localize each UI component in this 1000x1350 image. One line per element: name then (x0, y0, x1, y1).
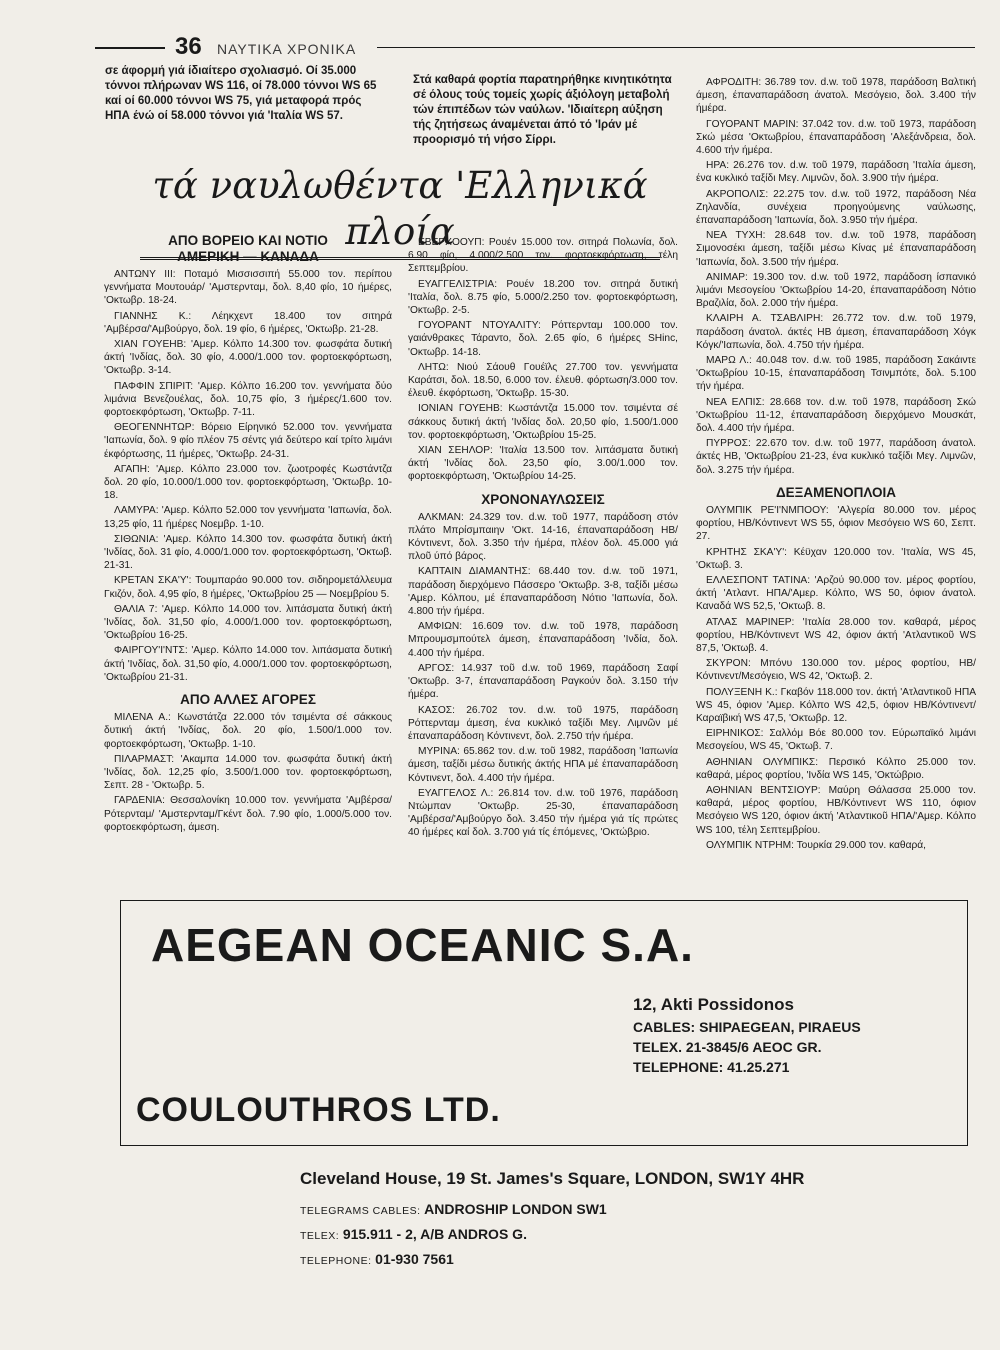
charter-entry: ΑΘΗΝΙΑΝ ΒΕΝΤΣΙΟΥΡ: Μαύρη Θάλασσα 25.000 τον. καθαρά, μέρος φορτίου, ΗΒ/Κόντινεντ WS 110, όφιον Μεσόγειο WS 120, όφιον άκτή 'Ατλαντικοῦ ΗΠΑ/'Αμερ. Κόλπο WS 100, τέλη Σεπτεμβρίου. (696, 784, 976, 836)
charter-entry: ΕΛΛΕΣΠΟΝΤ ΤΑΤΙΝΑ: 'Αρζού 90.000 τον. μέρος φορτίου, άκτή 'Ατλαντ. ΗΠΑ/'Αμερ. Κόλπο, WS 50, όφιον άνατολ. Καναδά WS 52,5, 'Οκτωβ. 8. (696, 574, 976, 613)
charter-entry: ΣΙΘΩΝΙΑ: 'Αμερ. Κόλπο 14.300 τον. φωσφάτα δυτική άκτή 'Ινδίας, δολ. 31 φίο, 4.000/1.000 τον. φορτοεκφόρτωση, 'Οκτωβ. 21-31. (104, 533, 392, 572)
heading-line: ΑΠΟ ΒΟΡΕΙΟ ΚΑΙ ΝΟΤΙΟ (168, 233, 328, 248)
charter-entry: ΠΙΛΑΡΜΑΣΤ: 'Ακαμπα 14.000 τον. φωσφάτα δυτική άκτή 'Ινδίας, δολ. 12,25 φίο, 3.500/1.000 τον. φορτοεκφόρτωση, Σεπτ. 28 - 'Οκτωβρ. 5. (104, 753, 392, 792)
charter-entry: ΑΡΓΟΣ: 14.937 τοῦ d.w. τοῦ 1969, παράδοση Σαφί 'Οκτωβρ. 3-7, έπαναπαράδοση Ραγκούν δολ. 3.150 τήν ήμέρα. (408, 662, 678, 701)
charter-entry: ΜΙΛΕΝΑ Α.: Κωνστάτζα 22.000 τόν τσιμέντα σέ σάκκους δυτική άκτή 'Ινδίας, δολ. 20 φίο, 1.500/1.000 τον. φορτοεκφόρτωση, 'Οκτωβρ. 1-10. (104, 712, 392, 750)
charter-entry: ΟΛΥΜΠΙΚ ΝΤΡΗΜ: Τουρκία 29.000 τον. καθαρά, (706, 839, 927, 851)
telephone-label: TELEPHONE: (300, 1255, 372, 1267)
ad-address: 12, Akti Possidonos (633, 995, 794, 1014)
charter-entry: ΚΑΣΟΣ: 26.702 τον. d.w. τοῦ 1975, παράδοση Ρόττερνταμ άμεση, ένα κυκλικό ταξίδι Μεγ. Λιμνῶν μέ έπαναπαράδοση Κόντινεντ, δολ. 2.750 τήν ήμέρα. (408, 704, 678, 742)
charter-entry: ΟΛΥΜΠΙΚ ΡΕ'Ι'ΝΜΠΟΟΥ: 'Αλγερία 80.000 τον. μέρος φορτίου, ΗΒ/Κόντινεντ WS 55, όφιον Μεσόγειο WS 60, Σεπτ. 27. (696, 504, 976, 543)
page-header (95, 34, 975, 60)
charter-entry: ΑΝΤΩΝΥ ΙΙΙ: Ποταμό Μισσισσιπή 55.000 τον. περίπου γεννήματα Μουτουάρ/ 'Αμστερνταμ, δολ. 8,40 φίο, 10 ήμέρες, 'Οκτωβρ. 18-24. (104, 269, 392, 307)
charter-entry: ΕΙΡΗΝΙΚΟΣ: Σαλλόμ Βόε 80.000 τον. Εύρωπαϊκό λιμάνι Μεσογείου, WS 45, 'Οκτωβ. 7. (696, 728, 976, 753)
charter-entry: ΝΕΑ ΕΛΠΙΣ: 28.668 τον. d.w. τοῦ 1978, παράδοση Σκώ 'Οκτωβρίου 11-12, έπαναπαράδοση διερχόμενο Μουσκάτ, δολ. 4.400 τήν ήμέρα. (696, 396, 976, 435)
charter-entry: ΧΙΑΝ ΣΕΗΛΟΡ: 'Ιταλία 13.500 τον. λιπάσματα δυτική άκτή 'Ινδίας δολ. 23,50 φίο, 3.00/1.000 τον. φορτοεκφόρτωση, 'Οκτωβρίου 14-25. (408, 445, 678, 483)
charter-entry: ΠΟΛΥΞΕΝΗ Κ.: Γκαβόν 118.000 τον. άκτή 'Ατλαντικοῦ ΗΠΑ WS 45, όφιον 'Αμερ. Κόλπο WS 42,5, όφιον ΗΒ/Κόντινεντ/Καραϊβική WS 47,5, 'Οκτωβρ. 12. (696, 686, 976, 724)
telegrams-value: ANDROSHIP LONDON SW1 (424, 1201, 607, 1217)
charter-entry: ΓΙΑΝΝΗΣ Κ.: Λέηκχεντ 18.400 τον σιτηρά 'Αμβέρσα/'Αμβούργο, δολ. 19 φίο, 6 ήμέρες, 'Οκτωβρ. 21-28. (104, 310, 392, 335)
ad-contact-block (633, 993, 861, 1077)
charter-entry: ΝΕΑ ΤΥΧΗ: 28.648 τον. d.w. τοῦ 1978, παράδοση Σιμονοσέκι άμεση, ταξίδι μέσω Κίνας μέ έπαναπαράδοση 'Ιαπωνία, δολ. 3.500 τήν ήμέρα. (696, 230, 976, 268)
charter-entry: ΓΑΡΔΕΝΙΑ: Θεσσαλονίκη 10.000 τον. γεννήματα 'Αμβέρσα/Ρότερνταμ/ 'Αμστερνταμ/Γκέντ δολ. 7.90 φίο, 1.000/5.000 τον. φορτοεκφόρτωση, άμεση. (104, 795, 392, 833)
charter-entry: ΙΟΝΙΑΝ ΓΟΥΕΗΒ: Κωστάντζα 15.000 τον. τσιμέντα σέ σάκκους δυτική άκτή 'Ινδίας δολ. 20,50 φίο, 1.500/1.000 τον. φορτοεκφόρτωση, 'Οκτωβρίου 15-25. (408, 403, 678, 441)
ad-telephone: TELEPHONE: 41.25.271 (633, 1059, 790, 1075)
left-column (104, 233, 392, 836)
middle-column (408, 236, 678, 842)
ad-telegrams-line (300, 1198, 607, 1223)
ad-telex: TELEX. 21-3845/6 AEOC GR. (633, 1039, 822, 1055)
section-heading-americas (104, 233, 392, 265)
charter-entry: ΧΙΑΝ ΓΟΥΕΗΒ: 'Αμερ. Κόλπο 14.300 τον. φωσφάτα δυτική άκτή 'Ινδίας, δολ. 30 φίο, 4.000/1.000 τον. φορτοεκφόρτωση, 'Οκτωβρ. 3-14. (104, 339, 392, 377)
charter-entry: ΦΑΙΡΓΟΥ'Ι'ΝΤΣ: 'Αμερ. Κόλπο 14.000 τον. λιπάσματα δυτική άκτή 'Ινδίας, δολ. 31,50 φίο, 4.000/1.000 τον. φορτοεκφόρτωση, 'Οκτωβρίου 21-31. (104, 645, 392, 683)
header-rule-right (377, 47, 975, 48)
charter-entry: ΑΝΙΜΑΡ: 19.300 τον. d.w. τοῦ 1972, παράδοση ίσπανικό λιμάνι Μεσογείου 'Οκτωβρίου 14-20, έπαναπαράδοση Νότιο Βραζιλία, δολ. 2.000 τήν ήμέρα. (696, 271, 976, 310)
ad-coulouthros-address: Cleveland House, 19 St. James's Square, LONDON, SW1Y 4HR (300, 1169, 805, 1188)
charter-entry: ΓΟΥΟΡΑΝΤ ΜΑΡΙΝ: 37.042 τον. d.w. τοῦ 1973, παράδοση Σκώ μέσα 'Οκτωβρίου, έπαναπαράδοση 'Αλεξάνδρεια, δολ. 4.600 τήν ήμέρα. (696, 118, 976, 157)
ad-cables: CABLES: SHIPAEGEAN, PIRAEUS (633, 1019, 861, 1035)
charter-entry: ΑΓΑΠΗ: 'Αμερ. Κόλπο 23.000 τον. ζωοτροφές Κωστάντζα δολ. 20 φίο, 10.000/1.000 τον. φορτοεκφόρτωση, 'Οκτωβρ. 10-18. (104, 463, 392, 502)
publication-title: ΝΑΥΤΙΚΑ ΧΡΟΝΙΚΑ (217, 41, 357, 57)
ad-coulouthros-contacts (300, 1198, 607, 1273)
charter-entry: ΛΑΜΥΡΑ: 'Αμερ. Κόλπο 52.000 τον γεννήματα 'Ιαπωνία, δολ. 13,25 φίο, 11 ήμέρες Νοεμβρ. 1-10. (104, 505, 392, 530)
right-column (696, 76, 976, 854)
charter-entry: ΣΚΥΡΟΝ: Μπόνυ 130.000 τον. μέρος φορτίου, ΗΒ/Κόντινεντ/Μεσόγειο, WS 42, 'Οκτωβ. 2. (696, 658, 976, 683)
telex-label: TELEX: (300, 1230, 340, 1242)
intro-middle-paragraph: Στά καθαρά φορτία παρατηρήθηκε κινητικότητα σέ όλους τούς τομείς χωρίς άξιόλογη μεταβολή τών έπιπέδων τών ναύλων. 'Ιδιαίτερη αύξηση τής ζητήσεως άναμένεται άπό τό 'Ιράν μέ προορισμό τή νήσο Σίρρι. (413, 74, 672, 146)
ad-telex-line (300, 1223, 607, 1248)
charter-entry: ΑΜΦΙΩΝ: 16.609 τον. d.w. τοῦ 1978, παράδοση Μπρουμσμπούτελ άμεση, έπαναπαράδοση 'Ινδία, δολ. 4.400 τήν ήμέρα. (408, 621, 678, 659)
section-heading-tankers: ΔΕΞΑΜΕΝΟΠΛΟΙΑ (775, 484, 897, 500)
ad-telephone-line (300, 1248, 607, 1273)
charter-entry: ΛΗΤΩ: Νιού Σάουθ Γουέϊλς 27.700 τον. γεννήματα Καράτσι, δολ. 18.50, 6.000 τον. έλευθ. φόρτωση/3.000 τον. έλευθ. έκφόρτωση, 'Οκτωβρ. 15-30. (408, 361, 678, 400)
charter-entry: ΚΡΕΤΑΝ ΣΚΑ'Υ': Τουμπαράο 90.000 τον. σιδηρομετάλλευμα Γκιζόν, δολ. 4,95 φίο, 8 ήμέρες, 'Οκτωβρίου 25 — Νοεμβρίου 5. (104, 575, 392, 600)
section-heading-other-markets: ΑΠΟ ΑΛΛΕΣ ΑΓΟΡΕΣ (180, 692, 316, 708)
charter-entry: ΚΛΑΙΡΗ Α. ΤΣΑΒΛΙΡΗ: 26.772 τον. d.w. τοῦ 1979, παράδοση άνατολ. άκτές ΗΒ άμεση, έπαναπαράδοση Χόγκ Κόγκ/'Ιαπωνία, δολ. 4.750 τήν ήμέρα. (696, 313, 976, 351)
charter-entry: ΑΦΡΟΔΙΤΗ: 36.789 τον. d.w. τοῦ 1978, παράδοση Βαλτική άμεση, έπαναπαράδοση άνατολ. Μεσόγειο, δολ. 3.400 τήν ήμέρα. (696, 77, 976, 115)
intro-left-paragraph: σε άφορμή γιά ίδιαίτερο σχολιασμό. Οί 35.000 τόννοι πλήρωναν WS 116, οί 78.000 τόννοι WS 65 καί οί 60.000 τόννοι WS 75, γιά μεταφορά πρός ΗΠΑ ένώ οί 58.000 τόννοι γιά 'Ιταλία WS 57. (105, 65, 377, 122)
charter-entry: ΚΑΠΤΑΙΝ ΔΙΑΜΑΝΤΗΣ: 68.440 τον. d.w. τοῦ 1971, παράδοση διερχόμενο Πάσσερο 'Οκτωβρ. 3-8, ταξίδι μέσω 'Αμερ. Κόλπου, μέ έπαναπαράδοση Νότιο 'Ιαπωνία, δολ. 4.800 τήν ήμέρα. (408, 566, 678, 618)
section-heading-time-charters: ΧΡΟΝΟΝΑΥΛΩΣΕΙΣ (481, 491, 605, 507)
charter-entry: ΑΘΗΝΙΑΝ ΟΛΥΜΠΙΚΣ: Περσικό Κόλπο 25.000 τον. καθαρά, μέρος φορτίου, 'Ινδία WS 145, 'Οκτώβριο. (696, 756, 976, 781)
charter-entry: ΑΚΡΟΠΟΛΙΣ: 22.275 τον. d.w. τοῦ 1972, παράδοση Νέα Ζηλανδία, συνέχεια προηγούμενης ναύλωσης, έπαναπαράδοση 'Ιαπωνία, δολ. 3.950 τήν ήμέρα. (696, 188, 976, 227)
heading-line: ΑΜΕΡΙΚΗ — ΚΑΝΑΔΑ (177, 249, 319, 264)
ad-company-name: AEGEAN OCEANIC S.A. (151, 919, 694, 971)
charter-entry: ΠΥΡΡΟΣ: 22.670 τον. d.w. τοῦ 1977, παράδοση άνατολ. άκτές ΗΒ, 'Οκτωβρίου 21-23, ένα κυκλικό ταξίδι Μεγ. Λιμνῶν, δολ. 3.275 τήν ήμέρα. (696, 438, 976, 476)
telephone-value: 01-930 7561 (375, 1251, 454, 1267)
header-rule-left (95, 47, 165, 49)
charter-entry: ΗΡΑ: 26.276 τον. d.w. τοῦ 1979, παράδοση 'Ιταλία άμεση, ένα κυκλικό ταξίδι Μεγ. Λιμνῶν, δολ. 3.900 τήν ήμέρα. (696, 160, 976, 185)
charter-entry: ΕΥΑΓΓΕΛΟΣ Λ.: 26.814 τον. d.w. τοῦ 1976, παράδοση Ντώμπαν 'Οκτωβρ. 25-30, έπαναπαράδοση 'Αμβέρσα/'Αμβούργο δολ. 3.450 τήν ήμέρα γιά τίς πρώτες 40 ήμέρες καί δολ. 3.700 γιά τίς έπόμενες, 'Οκτώβριο. (408, 787, 678, 839)
charter-entry: ΠΑΦΦΙΝ ΣΠΙΡΙΤ: 'Αμερ. Κόλπο 16.200 τον. γεννήματα δύο λιμάνια Βενεζουέλας, δολ. 10,75 φίο, 3 ήμέρες/1.600 τον. φορτοεκφόρτωση, 'Οκτωβρ. 7-11. (104, 380, 392, 419)
charter-entry: ΑΤΛΑΣ ΜΑΡΙΝΕΡ: 'Ιταλία 28.000 τον. καθαρά, μέρος φορτίου, ΗΒ/Κόντινεντ WS 42, όφιον άκτή 'Ατλαντικοῦ WS 87,5, 'Οκτωβ. 4. (696, 616, 976, 654)
page-number: 36 (175, 33, 202, 60)
charter-entry: ΓΟΥΟΡΑΝΤ ΝΤΟΥΑΛΙΤΥ: Ρόττερνταμ 100.000 τον. γαιάνθρακες Τάραντο, δολ. 2.65 φίο, 6 ήμέρες SHinc, 'Οκτωβρ. 14-18. (408, 320, 678, 358)
ad-coulouthros-name: COULOUTHROS LTD. (132, 1090, 505, 1130)
telex-value: 915.911 - 2, A/B ANDROS G. (342, 1226, 527, 1242)
charter-entry: ΚΡΗΤΗΣ ΣΚΑ'Υ': Κέϋχαν 120.000 τον. 'Ιταλία, WS 45, 'Οκτωβ. 3. (696, 546, 976, 571)
charter-entry: ΕΒΕΡΧΟΟΥΠ: Ρουέν 15.000 τον. σιτηρά Πολωνία, δολ. 6.90 φίο, 4.000/2.500 τον. φορτοεκφόρτωση, τέλη Σεπτεμβρίου. (408, 237, 678, 275)
article-title: τά ναυλωθέντα 'Ελληνικά πλοία (140, 163, 660, 260)
charter-entry: ΘΕΟΓΕΝΝΗΤΩΡ: Βόρειο Είρηνικό 52.000 τον. γεννήματα 'Ιαπωνία, δολ. 9 φίο πλέον 75 σέντς γιά δεύτερο καί τρίτο λιμάνι έκφόρτωσης, 11 ήμέρες, 'Οκτωβρ. 24-31. (104, 422, 392, 460)
charter-entry: ΜΥΡΙΝΑ: 65.862 τον. d.w. τοῦ 1982, παράδοση 'Ιαπωνία άμεση, ταξίδι μέσω δυτικής άκτής ΗΠΑ μέ έπαναπαράδοση Κόντινεντ, δολ. 4.400 τήν ήμέρα. (408, 746, 678, 784)
charter-entry: ΜΑΡΩ Λ.: 40.048 τον. d.w. τοῦ 1985, παράδοση Σακάιντε 'Οκτωβρίου 10-15, έπαναπαράδοση Τσινμπότε, δολ. 5.100 τήν ήμέρα. (696, 355, 976, 393)
charter-entry: ΘΑΛΙΑ 7: 'Αμερ. Κόλπο 14.000 τον. λιπάσματα δυτική άκτή 'Ινδίας, δολ. 31,50 φίο, 4.000/1.000 τον. φορτοεκφόρτωση, 'Οκτωβρίου 16-25. (104, 603, 392, 642)
telegrams-label: TELEGRAMS CABLES: (300, 1205, 421, 1217)
charter-entry: ΑΛΚΜΑΝ: 24.329 τον. d.w. τοῦ 1977, παράδοση στόν πλάτο Μπρίσμπαιην 'Οκτ. 14-16, έπαναπαράδοση ΗΒ/Κόντινεντ, δολ. 3.350 τήν ήμέρα, πλέον δολ. 45.000 γιά πλοῦ ύπό βάρος. (408, 511, 678, 563)
charter-entry: ΕΥΑΓΓΕΛΙΣΤΡΙΑ: Ρουέν 18.200 τον. σιτηρά δυτική 'Ιταλία, δολ. 8.75 φίο, 5.000/2.250 τον. φορτοεκφόρτωση, 'Οκτωβρ. 2-5. (408, 278, 678, 317)
